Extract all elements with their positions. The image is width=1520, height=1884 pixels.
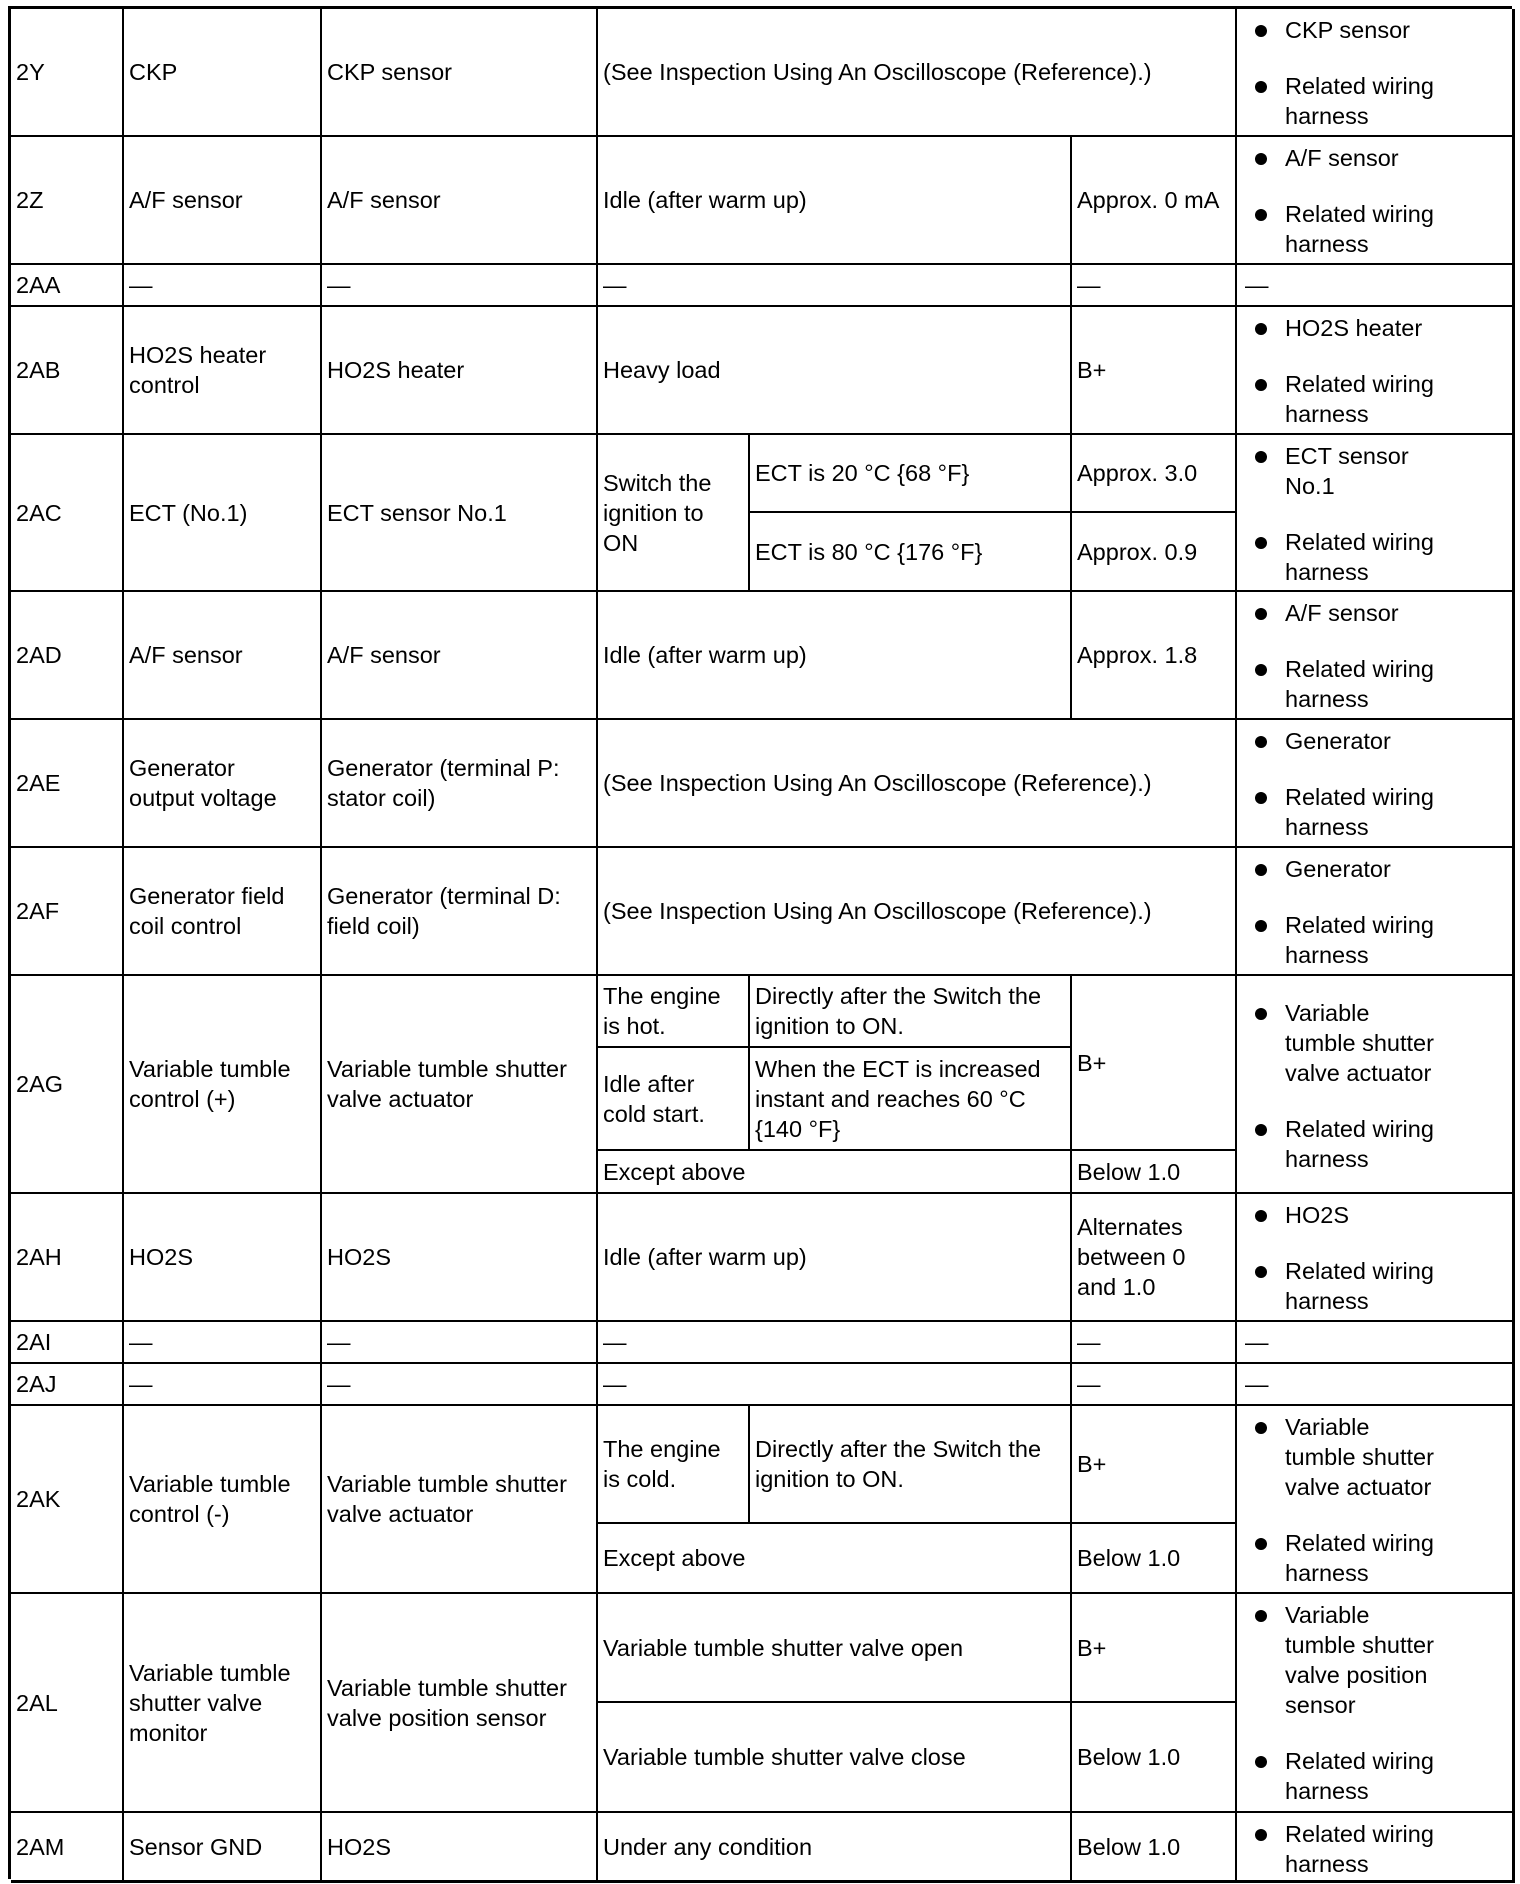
inspection-item-cell: [1237, 435, 1515, 592]
inspection-dash: —: [1245, 1329, 1269, 1355]
test-condition-cell: Switch the ignition to ON: [598, 435, 750, 592]
test-condition-cell: The engine is cold.: [598, 1406, 750, 1524]
signal-cell: —: [124, 1364, 322, 1406]
voltage-cell: Approx. 0.9: [1072, 513, 1237, 592]
test-condition-cell: Idle (after warm up): [598, 1194, 1072, 1322]
signal-cell: Sensor GND: [124, 1813, 322, 1883]
inspection-item-cell: [1237, 265, 1515, 307]
terminal-cell: 2AF: [11, 848, 124, 976]
terminal-cell: 2AI: [11, 1322, 124, 1364]
inspection-item-cell: [1237, 137, 1515, 265]
inspection-bullet: ECT sensor No.1: [1285, 441, 1504, 501]
inspection-bullet: Related wiring harness: [1285, 654, 1504, 714]
sub-condition-cell: Directly after the Switch the ignition to ON.: [750, 976, 1072, 1048]
inspection-item-cell: [1237, 1594, 1515, 1813]
test-condition-cell: Except above: [598, 1151, 1072, 1194]
signal-cell: HO2S: [124, 1194, 322, 1322]
test-condition-cell: Idle (after warm up): [598, 592, 1072, 720]
test-condition-cell: (See Inspection Using An Oscilloscope (Reference).): [598, 848, 1237, 976]
signal-cell: Generator field coil control: [124, 848, 322, 976]
inspection-bullet: A/F sensor: [1285, 598, 1504, 628]
terminal-cell: 2AL: [11, 1594, 124, 1813]
inspection-bullet: Related wiring harness: [1285, 1746, 1504, 1806]
voltage-cell: —: [1072, 1364, 1237, 1406]
signal-cell: A/F sensor: [124, 592, 322, 720]
connected-to-cell: Generator (terminal P: stator coil): [322, 720, 598, 848]
inspection-bullet: Related wiring harness: [1285, 910, 1504, 970]
inspection-bullet: Related wiring harness: [1285, 1528, 1504, 1588]
inspection-bullet: HO2S heater: [1285, 313, 1504, 343]
inspection-bullet: Variable tumble shutter valve position sensor: [1285, 1600, 1504, 1720]
terminal-cell: 2AJ: [11, 1364, 124, 1406]
inspection-item-cell: [1237, 1406, 1515, 1594]
voltage-cell: B+: [1072, 976, 1237, 1151]
terminal-voltage-table: [8, 6, 1512, 1879]
connected-to-cell: Variable tumble shutter valve position sensor: [322, 1594, 598, 1813]
signal-cell: —: [124, 1322, 322, 1364]
inspection-item-cell: [1237, 9, 1515, 137]
connected-to-cell: Generator (terminal D: field coil): [322, 848, 598, 976]
voltage-cell: B+: [1072, 307, 1237, 435]
inspection-bullet: Variable tumble shutter valve actuator: [1285, 1412, 1504, 1502]
inspection-item-cell: [1237, 976, 1515, 1194]
voltage-cell: B+: [1072, 1594, 1237, 1703]
sub-condition-cell: ECT is 80 °C {176 °F}: [750, 513, 1072, 592]
test-condition-cell: Variable tumble shutter valve open: [598, 1594, 1072, 1703]
connected-to-cell: HO2S heater: [322, 307, 598, 435]
terminal-cell: 2AE: [11, 720, 124, 848]
inspection-bullet: Related wiring harness: [1285, 782, 1504, 842]
inspection-bullet: Variable tumble shutter valve actuator: [1285, 998, 1504, 1088]
inspection-item-cell: [1237, 1813, 1515, 1883]
inspection-bullet: Related wiring harness: [1285, 1819, 1504, 1879]
voltage-cell: —: [1072, 265, 1237, 307]
inspection-bullet: Related wiring harness: [1285, 71, 1504, 131]
signal-cell: —: [124, 265, 322, 307]
signal-cell: ECT (No.1): [124, 435, 322, 592]
connected-to-cell: —: [322, 1322, 598, 1364]
voltage-cell: Alternates between 0 and 1.0: [1072, 1194, 1237, 1322]
inspection-bullet: HO2S: [1285, 1200, 1504, 1230]
voltage-cell: Approx. 1.8: [1072, 592, 1237, 720]
voltage-cell: Below 1.0: [1072, 1524, 1237, 1594]
test-condition-cell: Variable tumble shutter valve close: [598, 1703, 1072, 1813]
terminal-cell: 2AM: [11, 1813, 124, 1883]
test-condition-cell: Idle after cold start.: [598, 1048, 750, 1151]
sub-condition-cell: ECT is 20 °C {68 °F}: [750, 435, 1072, 513]
terminal-cell: 2AC: [11, 435, 124, 592]
connected-to-cell: A/F sensor: [322, 137, 598, 265]
connected-to-cell: —: [322, 265, 598, 307]
connected-to-cell: —: [322, 1364, 598, 1406]
test-condition-cell: —: [598, 265, 1072, 307]
inspection-item-cell: [1237, 720, 1515, 848]
voltage-cell: Approx. 3.0: [1072, 435, 1237, 513]
terminal-cell: 2AD: [11, 592, 124, 720]
voltage-cell: —: [1072, 1322, 1237, 1364]
inspection-bullet: Related wiring harness: [1285, 527, 1504, 587]
inspection-dash: —: [1245, 1371, 1269, 1397]
test-condition-cell: Except above: [598, 1524, 1072, 1594]
inspection-item-cell: [1237, 848, 1515, 976]
test-condition-cell: —: [598, 1364, 1072, 1406]
terminal-cell: 2AG: [11, 976, 124, 1194]
inspection-item-cell: [1237, 1364, 1515, 1406]
voltage-cell: Below 1.0: [1072, 1813, 1237, 1883]
inspection-bullet: Related wiring harness: [1285, 1114, 1504, 1174]
test-condition-cell: (See Inspection Using An Oscilloscope (Reference).): [598, 9, 1237, 137]
terminal-cell: 2AH: [11, 1194, 124, 1322]
sub-condition-cell: Directly after the Switch the ignition to ON.: [750, 1406, 1072, 1524]
signal-cell: A/F sensor: [124, 137, 322, 265]
inspection-bullet: A/F sensor: [1285, 143, 1504, 173]
inspection-dash: —: [1245, 272, 1269, 298]
inspection-bullet: Generator: [1285, 854, 1504, 884]
connected-to-cell: HO2S: [322, 1813, 598, 1883]
test-condition-cell: (See Inspection Using An Oscilloscope (Reference).): [598, 720, 1237, 848]
terminal-cell: 2AA: [11, 265, 124, 307]
inspection-bullet: Related wiring harness: [1285, 369, 1504, 429]
inspection-item-cell: [1237, 1322, 1515, 1364]
signal-cell: Generator output voltage: [124, 720, 322, 848]
connected-to-cell: Variable tumble shutter valve actuator: [322, 1406, 598, 1594]
voltage-cell: Below 1.0: [1072, 1151, 1237, 1194]
signal-cell: Variable tumble shutter valve monitor: [124, 1594, 322, 1813]
test-condition-cell: Idle (after warm up): [598, 137, 1072, 265]
inspection-item-cell: [1237, 307, 1515, 435]
inspection-bullet: Related wiring harness: [1285, 1256, 1504, 1316]
inspection-bullet: Generator: [1285, 726, 1504, 756]
connected-to-cell: ECT sensor No.1: [322, 435, 598, 592]
inspection-bullet: Related wiring harness: [1285, 199, 1504, 259]
test-condition-cell: The engine is hot.: [598, 976, 750, 1048]
test-condition-cell: —: [598, 1322, 1072, 1364]
terminal-cell: 2AB: [11, 307, 124, 435]
voltage-cell: Approx. 0 mA: [1072, 137, 1237, 265]
voltage-cell: B+: [1072, 1406, 1237, 1524]
inspection-bullet: CKP sensor: [1285, 15, 1504, 45]
sub-condition-cell: When the ECT is increased instant and reaches 60 °C {140 °F}: [750, 1048, 1072, 1151]
signal-cell: HO2S heater control: [124, 307, 322, 435]
signal-cell: Variable tumble control (-): [124, 1406, 322, 1594]
signal-cell: Variable tumble control (+): [124, 976, 322, 1194]
terminal-cell: 2Z: [11, 137, 124, 265]
terminal-cell: 2Y: [11, 9, 124, 137]
terminal-cell: 2AK: [11, 1406, 124, 1594]
connected-to-cell: A/F sensor: [322, 592, 598, 720]
signal-cell: CKP: [124, 9, 322, 137]
test-condition-cell: Under any condition: [598, 1813, 1072, 1883]
connected-to-cell: HO2S: [322, 1194, 598, 1322]
voltage-cell: Below 1.0: [1072, 1703, 1237, 1813]
test-condition-cell: Heavy load: [598, 307, 1072, 435]
inspection-item-cell: [1237, 1194, 1515, 1322]
inspection-item-cell: [1237, 592, 1515, 720]
connected-to-cell: CKP sensor: [322, 9, 598, 137]
connected-to-cell: Variable tumble shutter valve actuator: [322, 976, 598, 1194]
